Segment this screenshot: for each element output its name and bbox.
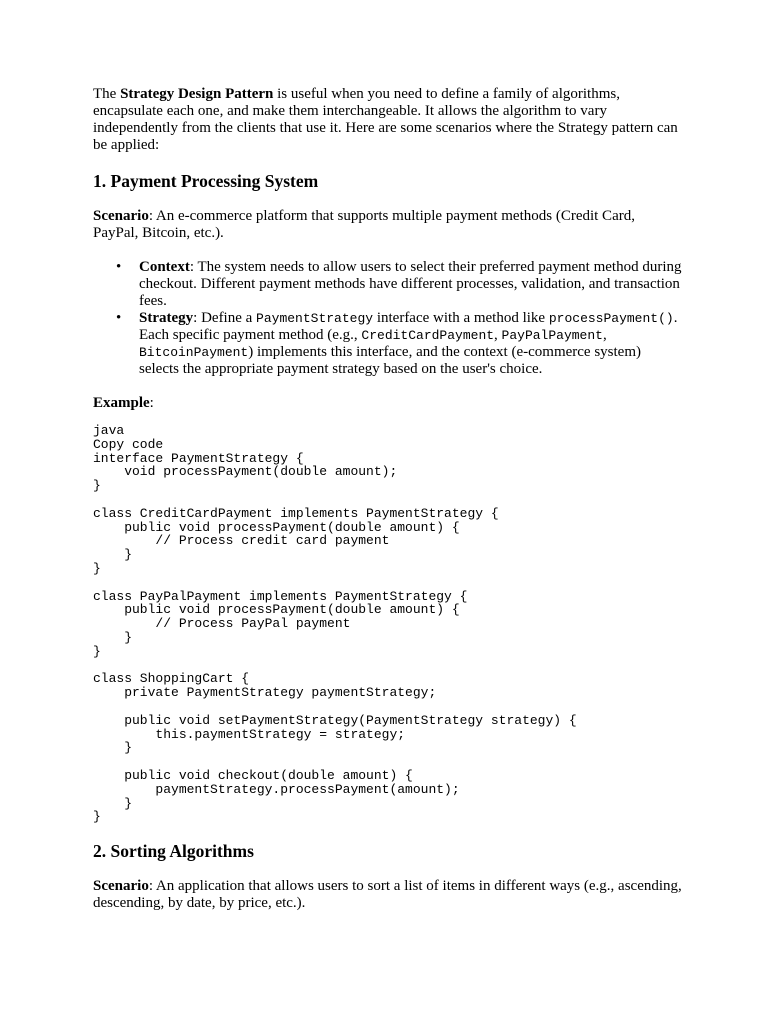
strategy-text: ) implements this interface, and the context (e-commerce system) selects the appropriate payment strategy based on the user's choice. — [139, 344, 641, 377]
scenario-label: Scenario — [93, 208, 149, 224]
bullet-icon: • — [116, 310, 122, 326]
intro-rest: is useful when you need to define a family of algorithms, encapsulate each one, and make them interchangeable. It allows the algorithm to vary independently from the clients that use it. Here are some scenarios where the Strategy pattern can be applied: — [93, 86, 678, 153]
section-2-scenario — [93, 878, 683, 912]
context-label: Context — [139, 259, 190, 275]
intro-paragraph — [93, 86, 683, 154]
strategy-text: . Each specific payment method (e.g., — [139, 310, 678, 343]
strategy-text: interface with a method like — [373, 310, 549, 326]
section-1-bullet-list — [93, 259, 683, 378]
list-item-strategy — [116, 310, 683, 378]
bullet-icon: • — [116, 259, 122, 275]
scenario-text: : An e-commerce platform that supports multiple payment methods (Credit Card, PayPal, Bitcoin, etc.). — [93, 208, 635, 241]
inline-code: PaymentStrategy — [256, 311, 374, 326]
scenario-text: : An application that allows users to sort a list of items in different ways (e.g., ascending, descending, by date, by price, etc.). — [93, 878, 682, 912]
strategy-text: : Define a — [193, 310, 257, 326]
inline-code: BitcoinPayment — [139, 345, 249, 360]
intro-the: The — [93, 86, 121, 102]
example-colon: : — [149, 395, 154, 411]
example-label: Example — [93, 395, 150, 411]
strategy-text: , — [494, 327, 502, 343]
section-2-heading: 2. Sorting Algorithms — [93, 841, 254, 862]
document-page — [93, 86, 683, 912]
section-1-heading: 1. Payment Processing System — [93, 171, 319, 191]
strategy-text: , — [602, 327, 607, 343]
inline-code: PayPalPayment — [501, 328, 603, 343]
strategy-label: Strategy — [139, 310, 194, 326]
list-item-context — [116, 259, 683, 310]
context-text: : The system needs to allow users to select their preferred payment method during checkout. Different payment methods have different processes, validation, and transaction fees. — [139, 259, 682, 309]
code-block: java Copy code interface PaymentStrategy { void processPayment(double amount); } class CreditCardPayment implements PaymentStrategy { public void processPayment(double amount) { // Process credit card payment } } class PayPalPayment implements PaymentStrategy { public void processPayment(double amount) { // Process PayPal payment } } class ShoppingCart { private PaymentStrategy paymentStrategy; public void setPaymentStrategy(PaymentStrategy strategy) { this.paymentStrategy = strategy; } public void checkout(double amount) { paymentStrategy.processPayment(amount); } } — [93, 423, 577, 825]
section-1-scenario — [93, 208, 683, 242]
intro-bold-term: Strategy Design Pattern — [120, 86, 274, 102]
inline-code: CreditCardPayment — [361, 328, 495, 343]
example-label-line — [93, 395, 683, 412]
scenario-label: Scenario — [93, 878, 149, 895]
inline-code: processPayment() — [548, 311, 674, 326]
